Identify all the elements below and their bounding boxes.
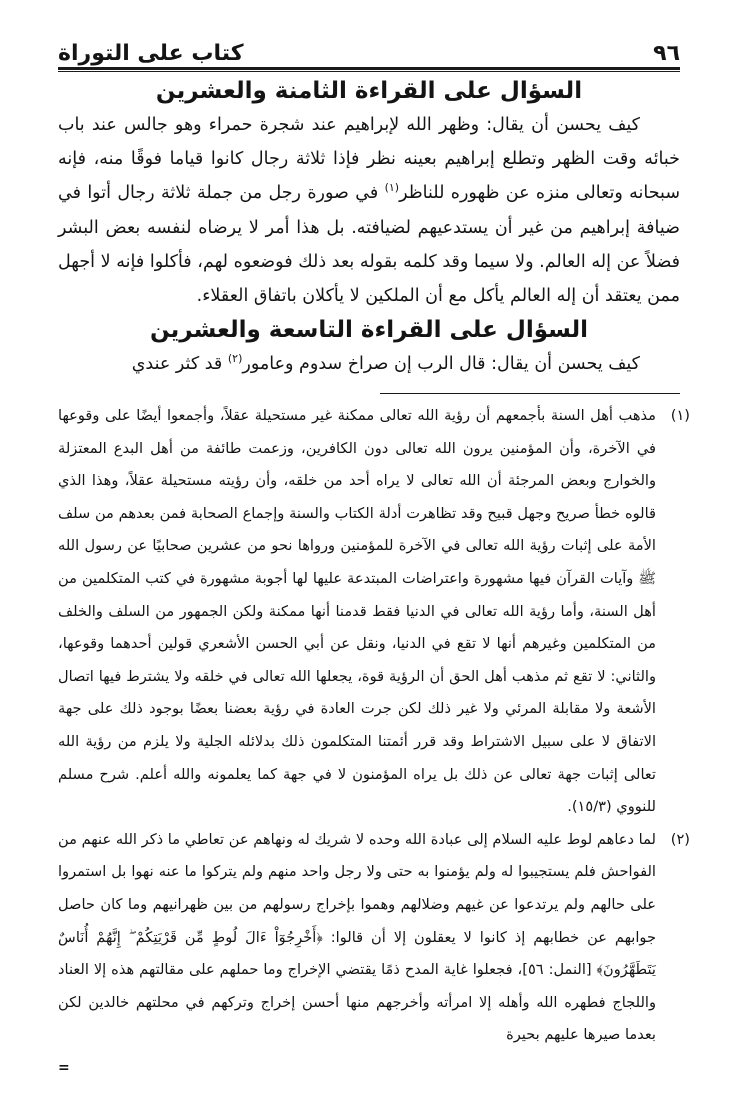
section-heading-29: السؤال على القراءة التاسعة والعشرين [149,317,589,344]
footnote-number: (١) [670,407,690,424]
continuation-mark: = [58,1060,70,1076]
footnote-number: (٢) [670,830,690,848]
footnote-2 [58,824,690,1052]
page-header [58,36,680,66]
header-rule [58,67,680,70]
footnotes [58,400,690,1052]
main-text [58,74,680,381]
running-title: كتاب على التوراة [58,41,244,66]
footnote-separator [380,393,680,394]
quran-verse: ﴿أَخْرِجُوٓاْ ءَالَ لُوطٍ مِّن قَرْيَتِكُمْ ۖ إِنَّهُمْ أُنَاسٌ يَتَطَهَّرُونَ﴾ [58,928,656,979]
footnote-text: مذهب أهل السنة بأجمعهم أن رؤية الله تعالى ممكنة غير مستحيلة عقلاً، وأجمعوا أيضًا على وقوعها في الآخرة، وأن المؤمنين يرون الله تعالى دون الكافرين، وزعمت طائفة من أهل البدع المعتزلة والخوارج وبعض المرجئة أن الله تعالى لا يراه أحد من خلقه، وأن رؤيته مستحيلة عقلاً، وهذا الذي قالوه خطأ صريح وجهل قبيح وقد تظاهرت أدلة الكتاب والسنة وإجماع الصحابة فمن بعدهم من سلف الأمة على إثبات رؤية الله تعالى في الآخرة للمؤمنين ورواها نحو من عشرين صحابيًا عن رسول الله ﷺ وآيات القرآن فيها مشهورة واعتراضات المبتدعة عليها لها أجوبة مشهورة في كتب المتكلمين من أهل السنة، وأما رؤية الله تعالى في الدنيا فقط قدمنا أنها ممكنة ولكن الجمهور من السلف والخلف من المتكلمين وغيرهم أنها لا تقع في الدنيا، ونقل عن أبي الحسن الأشعري قولين أحدهما وقوعها، والثاني: لا تقع ثم مذهب أهل الحق أن الرؤية قوة، يجعلها الله تعالى في خلقه ولا يشترط فيها اتصال الأشعة ولا مقابلة المرئي ولا غير ذلك لكن جرت العادة في رؤية بعضنا بعضًا بوجود ذلك على جهة الاتفاق لا على سبيل الاشتراط وقد قرر أئمتنا المتكلمون ذلك بدلائله الجلية ولا يلزم من رؤية الله تعالى إثبات جهة تعالى عن ذلك بل يراه المؤمنون لا في جهة كما يعلمونه والله أعلم. شرح مسلم للنووي (١٥/٣). [58,407,656,816]
header-rule-thin [58,71,680,72]
section-heading-28: السؤال على القراءة الثامنة والعشرين [155,78,583,104]
section-paragraph-29: كيف يحسن أن يقال: قال الرب إن صراخ سدوم وعامور$^{(٢)}$ قد كثر عندي [131,352,640,375]
footnote-ref-2[interactable]: (٢) [227,352,243,366]
footnote-text: لما دعاهم لوط عليه السلام إلى عبادة الله وحده لا شريك له ونهاهم عن تعاطي ما ذكر الله عنهم من الفواحش فلم يستجيبوا له ولم يؤمنوا به حتى ولا رجل واحد منهم ولم يتركوا ما عنه نهوا بل استمروا على حالهم ولم يرتدعوا عن غيهم وضلالهم وهموا بإخراج رسولهم من بين ظهرانيهم وما كان حاصل جوابهم عن خطابهم إذ كانوا لا يعقلون إلا أن قالوا: ﴿أَخْرِجُوٓاْ ءَالَ لُوطٍ مِّن قَرْيَتِكُمْ ۖ إِنَّهُمْ أُنَاسٌ يَتَطَهَّرُونَ﴾ [النمل: ٥٦]، فجعلوا غاية المدح ذمًا يقتضي الإخراج وما حملهم على مقالتهم هذه إلا العناد واللجاج فطهره الله وأهله إلا امرأته وأخرجهم منها أحسن إخراج وتركهم في محلتهم خالدين لكن بعدما صيرها عليهم بحيرة [58,830,656,1044]
footnote-1 [58,400,690,824]
page-number: ٩٦ [653,41,680,66]
footnote-ref-1[interactable]: (١) [384,181,400,195]
section-paragraph-28: كيف يحسن أن يقال: وظهر الله لإبراهيم عند شجرة حمراء وهو جالس عند باب خبائه وقت الظهر وتطلع إبراهيم بعينه نظر فإذا ثلاثة رجال كانوا قياما فوقًا منه، فإنه سبحانه وتعالى منزه عن ظهوره للناظر$^{(١)}$ في صورة رجل من جملة ثلاثة رجال أتوا في ضيافة إبراهيم من غير أن يستدعيهم لضيافته. بل هذا أمر لا يرضاه لنفسه بعض البشر فضلاً عن إله العالم. ولا سيما وقد كلمه بقوله بعد ذلك فوضعوه لهم، فأكلوا فإنه لا أجهل ممن يعتقد أن إله العالم يأكل مع أن الملكين لا يأكلان باتفاق العقلاء. [58,115,680,307]
